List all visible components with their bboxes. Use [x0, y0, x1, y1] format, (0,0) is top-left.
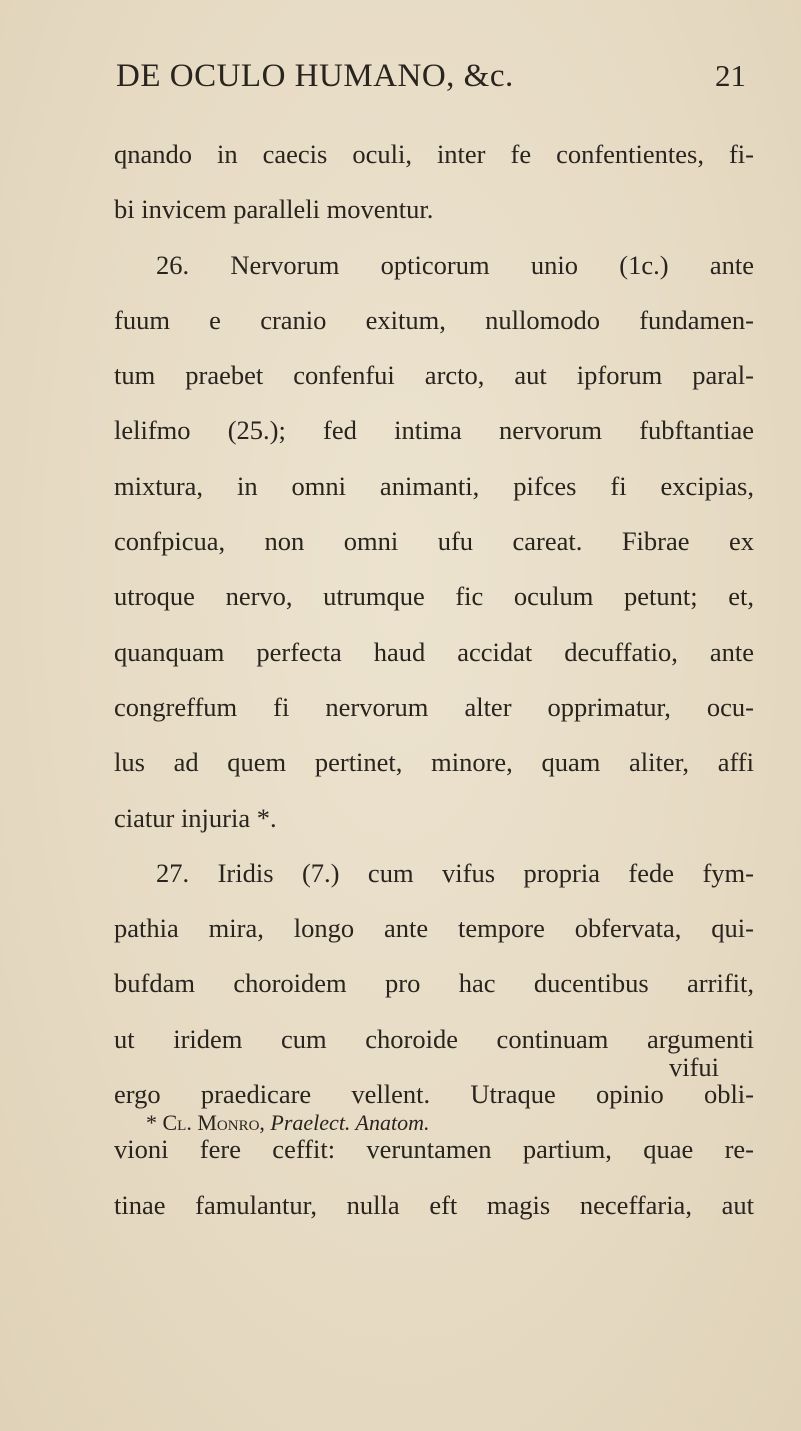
running-title: DE OCULO HUMANO, &c. [116, 58, 514, 94]
footnote-work: Praelect. Anatom. [270, 1110, 430, 1135]
text-line: mixtura, in omni animanti, pifces fi excipias, [114, 470, 754, 501]
text-line: lus ad quem pertinet, minore, quam aliter, affi [114, 747, 754, 778]
page-number: 21 [715, 58, 746, 93]
text-line: ergo praedicare vellent. Utraque opinio obli- [114, 1079, 754, 1110]
footnote [146, 1110, 429, 1136]
text-line: bi invicem paralleli moventur. [114, 194, 434, 225]
text-line: quanquam perfecta haud accidat decuffatio, ante [114, 636, 754, 667]
text-line: qnando in caecis oculi, inter fe confentientes, fi- [114, 139, 754, 169]
text-line: confpicua, non omni ufu careat. Fibrae ex [114, 526, 754, 557]
text-line: ut iridem cum choroide continuam argumenti [114, 1023, 754, 1054]
catchword: vifui [669, 1052, 720, 1082]
footnote-marker: * [146, 1110, 163, 1135]
text-line: utroque nervo, utrumque fic oculum petunt; et, [114, 581, 754, 612]
text-line: 27. Iridis (7.) cum vifus propria fede fym- [156, 857, 754, 888]
text-line: congreffum fi nervorum alter opprimatur, ocu- [114, 691, 754, 722]
text-line: tinae famulantur, nulla eft magis neceffaria, aut [114, 1189, 754, 1220]
text-line: 26. Nervorum opticorum unio (1c.) ante [156, 249, 754, 280]
text-line: lelifmo (25.); fed intima nervorum fubftantiae [114, 415, 754, 446]
text-line: vioni fere ceffit: veruntamen partium, quae re- [114, 1134, 754, 1165]
text-line: tum praebet confenfui arcto, aut ipforum paral- [114, 360, 754, 391]
text-line: fuum e cranio exitum, nullomodo fundamen- [114, 304, 754, 335]
body-text [114, 127, 754, 1233]
text-line: ciatur injuria *. [114, 802, 277, 833]
text-line: pathia mira, longo ante tempore obfervata, qui- [114, 913, 754, 944]
running-head [116, 58, 746, 102]
text-line: bufdam choroidem pro hac ducentibus arrifit, [114, 968, 754, 999]
footnote-author: Cl. Monro, [162, 1110, 265, 1135]
